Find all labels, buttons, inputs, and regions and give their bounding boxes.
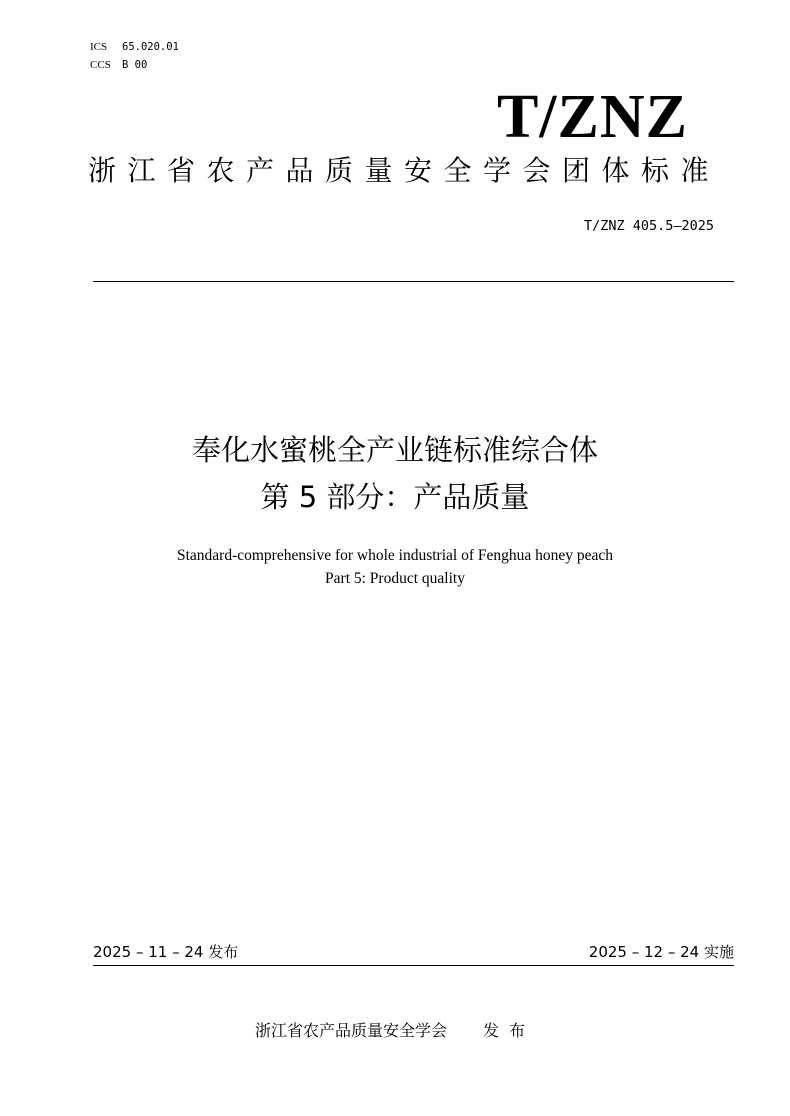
ics-label: ICS xyxy=(90,41,108,53)
title-zh-line1: 奉化水蜜桃全产业链标准综合体 xyxy=(191,433,598,467)
standard-logo: T/ZNZ xyxy=(496,83,688,151)
ccs-line xyxy=(90,56,179,74)
title-zh-line2: 第 5 部分：产品质量 xyxy=(260,480,530,514)
ics-line xyxy=(90,38,179,56)
standard-number: T/ZNZ 405.5—2025 xyxy=(583,218,714,234)
top-divider xyxy=(93,281,734,282)
bottom-divider xyxy=(93,965,734,966)
title-en-line2: Part 5: Product quality xyxy=(325,570,465,587)
implement-date: 2025 – 12 – 24 实施 xyxy=(588,943,734,961)
ics-value: 65.020.01 xyxy=(122,41,179,53)
publisher-org: 浙江省农产品质量安全学会 xyxy=(254,1021,447,1040)
publisher-action: 发布 xyxy=(483,1021,536,1040)
ccs-value: B 00 xyxy=(122,59,148,71)
title-en-line1: Standard-comprehensive for whole industrial of Fenghua honey peach xyxy=(176,547,614,564)
ccs-label: CCS xyxy=(90,59,111,71)
publish-date: 2025 – 11 – 24 发布 xyxy=(93,943,239,961)
org-standard-title: 浙江省农产品质量安全学会团体标准 xyxy=(88,154,721,187)
classification-codes xyxy=(90,38,179,74)
publisher-line xyxy=(0,1020,790,1042)
